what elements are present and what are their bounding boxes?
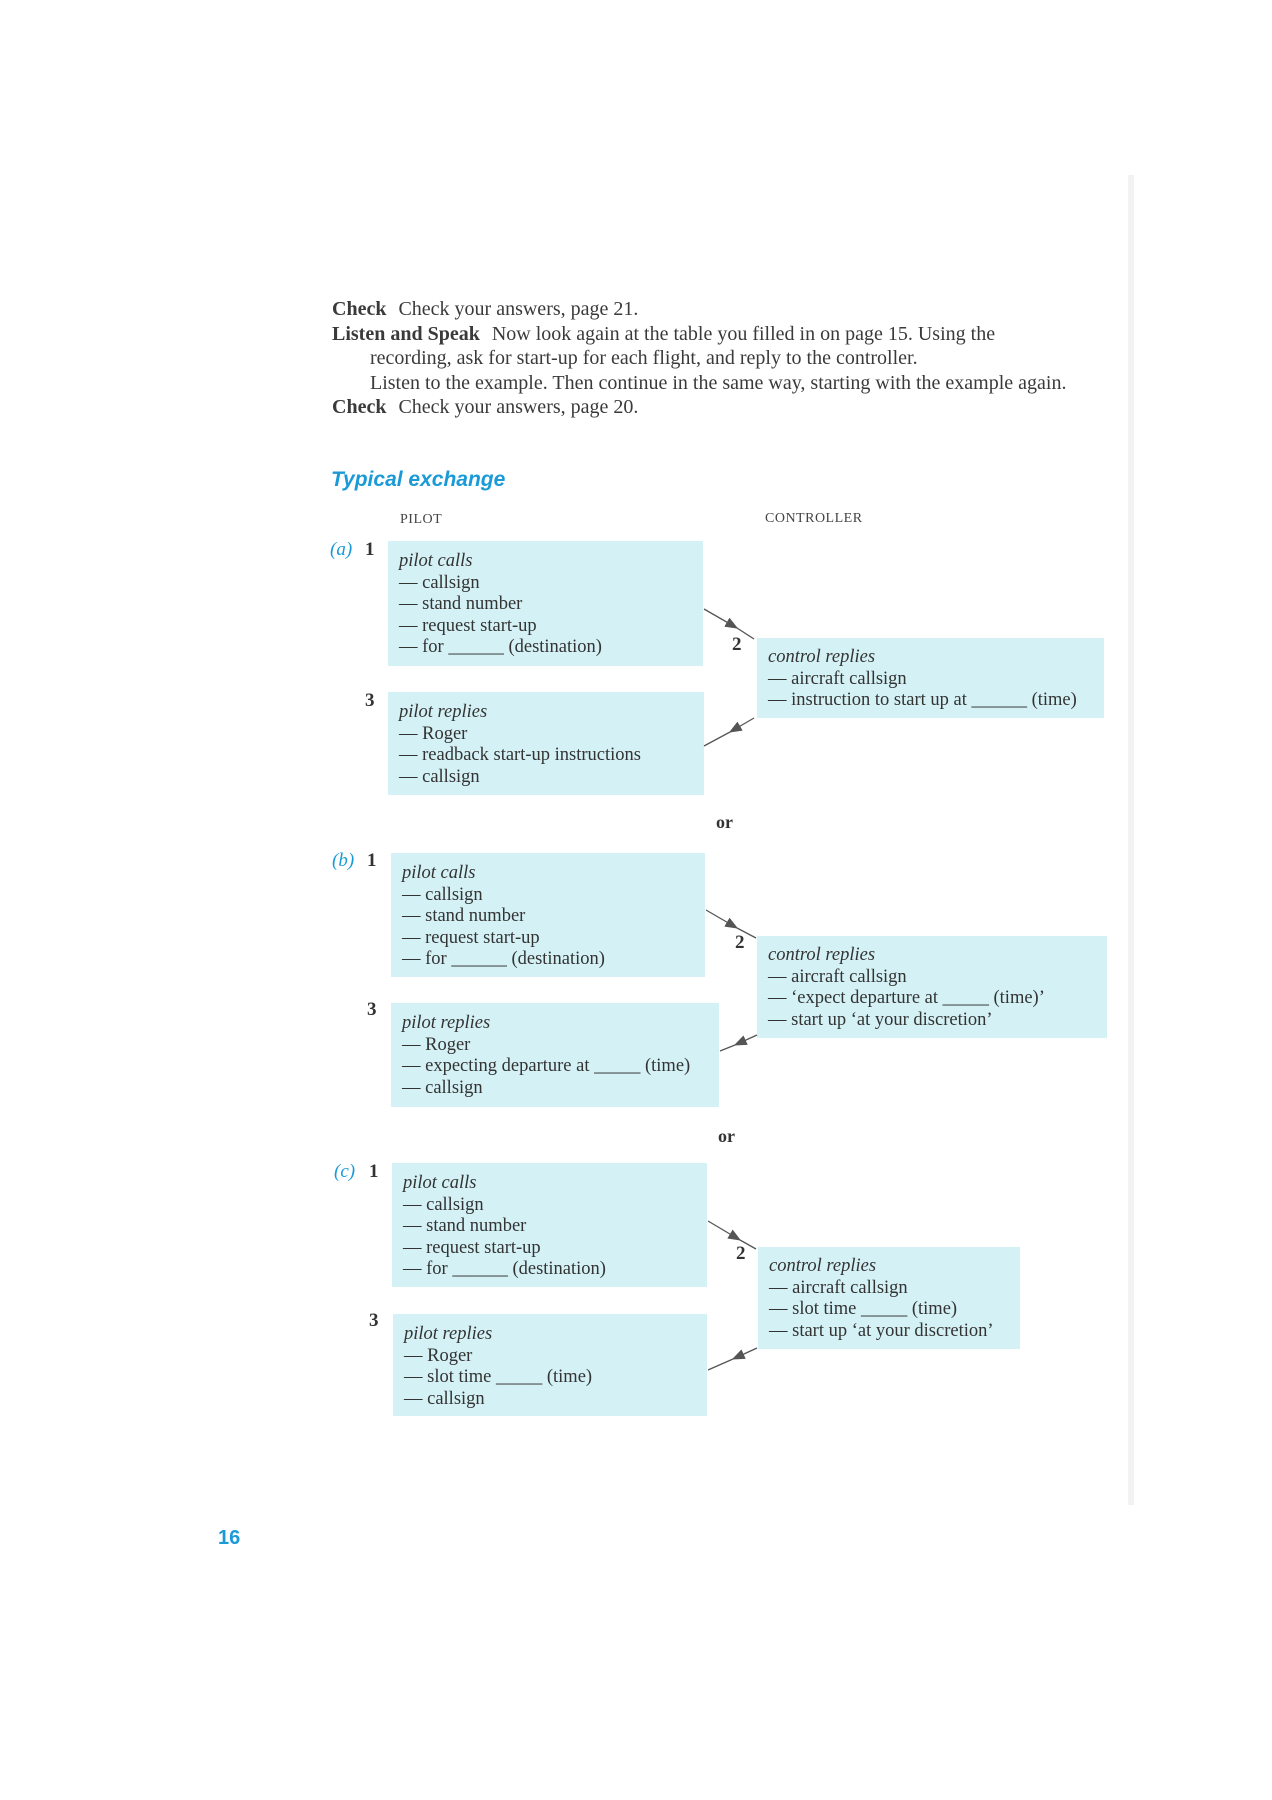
instruction-text: Check your answers, page 21. [398,298,639,320]
control-replies-box-a [757,638,1104,718]
instruction-text: Now look again at the table you filled in on page 15. Using the [491,322,996,345]
box-item: — callsign [399,573,693,595]
box-item: — callsign [402,885,695,907]
box-item: — request start-up [402,928,695,950]
box-item: — Roger [402,1035,709,1057]
box-item: — expecting departure at _____ (time) [402,1056,709,1078]
pilot-replies-box-c [393,1314,707,1416]
box-title: control replies [768,945,876,965]
instruction-text: recording, ask for start-up for each flight, and reply to the controller. [370,347,918,369]
step-number: 2 [732,634,742,655]
arrow-icon [735,1035,757,1045]
box-item: — instruction to start up at ______ (time) [768,690,1094,712]
box-title: pilot replies [404,1324,493,1344]
box-item: — slot time _____ (time) [769,1299,1010,1321]
arrow-icon [704,609,737,628]
arrow-icon [706,910,737,928]
instructions [332,297,1107,420]
step-number: 3 [369,1310,379,1331]
box-item: — stand number [403,1216,697,1238]
box-title: control replies [769,1256,877,1276]
box-item: — request start-up [403,1238,697,1260]
box-title: control replies [768,647,876,667]
arrow-icon [708,1221,740,1240]
box-item: — for ______ (destination) [403,1259,697,1281]
or-separator: or [718,1126,735,1146]
control-replies-box-b [757,936,1107,1038]
arrow-icon [730,718,754,732]
box-item: — aircraft callsign [768,669,1094,691]
box-item: — callsign [403,1195,697,1217]
step-number: 3 [367,999,377,1020]
step-number: 1 [365,539,375,560]
box-item: — for ______ (destination) [402,949,695,971]
box-title: pilot replies [399,702,488,722]
step-number: 1 [369,1161,379,1182]
instruction-check-2 [332,395,1107,420]
instruction-label: Check [332,396,387,418]
or-separator: or [716,812,733,832]
box-item: — Roger [404,1346,697,1368]
box-title: pilot calls [399,551,473,571]
arrow-line [704,732,730,746]
page-edge-shadow [1128,175,1134,1505]
step-number: 2 [736,1243,746,1264]
box-item: — stand number [402,906,695,928]
box-item: — callsign [399,767,694,789]
box-item: — request start-up [399,616,693,638]
step-number: 1 [367,850,377,871]
box-item: — callsign [404,1389,697,1411]
box-item: — callsign [402,1078,709,1100]
instruction-label: Check [332,298,387,320]
box-item: — start up ‘at your discretion’ [769,1321,1010,1343]
box-item: — aircraft callsign [769,1278,1010,1300]
instruction-text: Listen to the example. Then continue in the same way, starting with the example again. [370,371,1067,394]
instruction-label: Listen and Speak [332,322,480,345]
section-heading: Typical exchange [331,468,506,491]
pilot-replies-box-b [391,1003,719,1107]
box-item: — readback start-up instructions [399,745,694,767]
column-header-controller: CONTROLLER [765,511,863,526]
box-item: — aircraft callsign [768,967,1097,989]
step-number: 2 [735,932,745,953]
pilot-calls-box-b [391,853,705,977]
page-number: 16 [218,1527,241,1549]
exchange-label-b: (b) [332,850,355,871]
box-item: — stand number [399,594,693,616]
box-item: — for ______ (destination) [399,637,693,659]
box-item: — Roger [399,724,694,746]
box-title: pilot calls [402,863,476,883]
column-header-pilot: PILOT [400,512,443,527]
arrow-line [708,1359,733,1370]
box-item: — start up ‘at your discretion’ [768,1010,1097,1032]
instruction-text: Check your answers, page 20. [398,396,639,418]
box-item: — ‘expect departure at _____ (time)’ [768,988,1097,1010]
instruction-listen-speak [332,322,1107,347]
control-replies-box-c [758,1247,1020,1349]
pilot-replies-box-a [388,692,704,795]
instruction-check-1 [332,297,1107,322]
exchange-label-c: (c) [334,1161,356,1182]
arrow-icon [733,1348,757,1359]
pilot-calls-box-a [388,541,703,666]
arrow-line [720,1045,735,1051]
pilot-calls-box-c [392,1163,707,1287]
box-title: pilot replies [402,1013,491,1033]
box-title: pilot calls [403,1173,477,1193]
step-number: 3 [365,690,375,711]
box-item: — slot time _____ (time) [404,1367,697,1389]
exchange-label-a: (a) [330,539,353,560]
